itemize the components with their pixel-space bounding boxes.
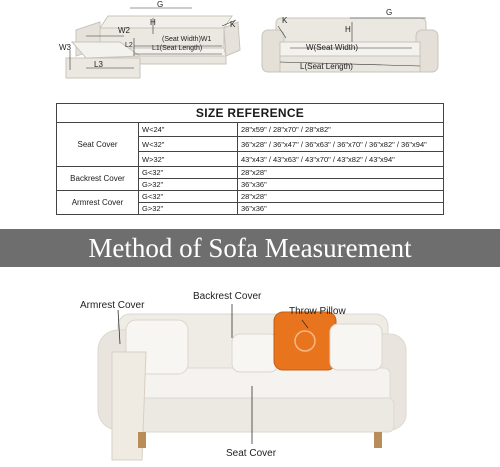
size-cell: 43"x43" / 43"x63" / 43"x70" / 43"x82" / 43"x94" [238,152,443,167]
condition-cell: W<24" [139,122,238,137]
group-backrest-cover: Backrest Cover [57,167,139,191]
sofa-back [276,18,426,44]
callout-throw-pillow: Throw Pillow [289,306,346,317]
label-seat-width-w1: (Seat Width)W1 [162,36,212,43]
measurement-banner: Method of Sofa Measurement [0,229,500,267]
condition-cell: W<32" [139,137,238,152]
sofa-leg-left [138,432,146,448]
group-armrest-cover: Armrest Cover [57,191,139,214]
sectional-sofa-diagram [0,0,250,100]
condition-cell: G<32" [139,167,238,179]
sofa-leg-right [374,432,382,448]
label-k-sofa: K [282,16,288,25]
orange-throw-pillow [274,312,336,370]
label-g-sofa: G [386,8,393,17]
callout-armrest-cover: Armrest Cover [80,300,145,311]
label-w2: W2 [118,26,130,35]
condition-cell: G>32" [139,179,238,191]
size-cell: 36"x36" [241,203,267,213]
label-l3: L3 [94,60,103,69]
size-cell: 36"x28" / 36"x47" / 36"x63" / 36"x70" / 36"x82" / 36"x94" [238,137,443,152]
label-l1-seat-length: L1(Seat Length) [152,45,203,52]
size-reference-table [56,103,444,215]
label-l-seat-length: L(Seat Length) [300,62,353,71]
label-h-sofa: H [345,25,351,34]
white-pillow-right [330,324,382,370]
label-h-sectional: H [150,18,156,27]
size-cell: 36"x36" [238,179,443,191]
white-pillow-middle [232,334,278,372]
label-l2: L2 [125,42,133,49]
callout-backrest-cover: Backrest Cover [193,291,262,302]
label-k-sectional: K [230,20,236,29]
label-w-seat-width: W(Seat Width) [306,43,359,52]
sofa-diagram [250,0,500,100]
size-cell: 28"x28" [238,191,443,203]
size-cell: 28"x28" [238,167,443,179]
label-w3: W3 [59,43,71,52]
condition-cell: G>32" [139,203,238,215]
callout-seat-cover: Seat Cover [226,448,277,459]
size-table-title: SIZE REFERENCE [57,104,443,123]
label-g-sectional: G [157,0,164,9]
condition-cell: G<32" [139,191,238,203]
size-cell: 28"x59" / 28"x70" / 28"x82" [238,122,443,137]
group-seat-cover: Seat Cover [57,122,139,167]
sofa-photo-seat-front [118,398,394,432]
condition-cell: W>32" [139,152,238,167]
